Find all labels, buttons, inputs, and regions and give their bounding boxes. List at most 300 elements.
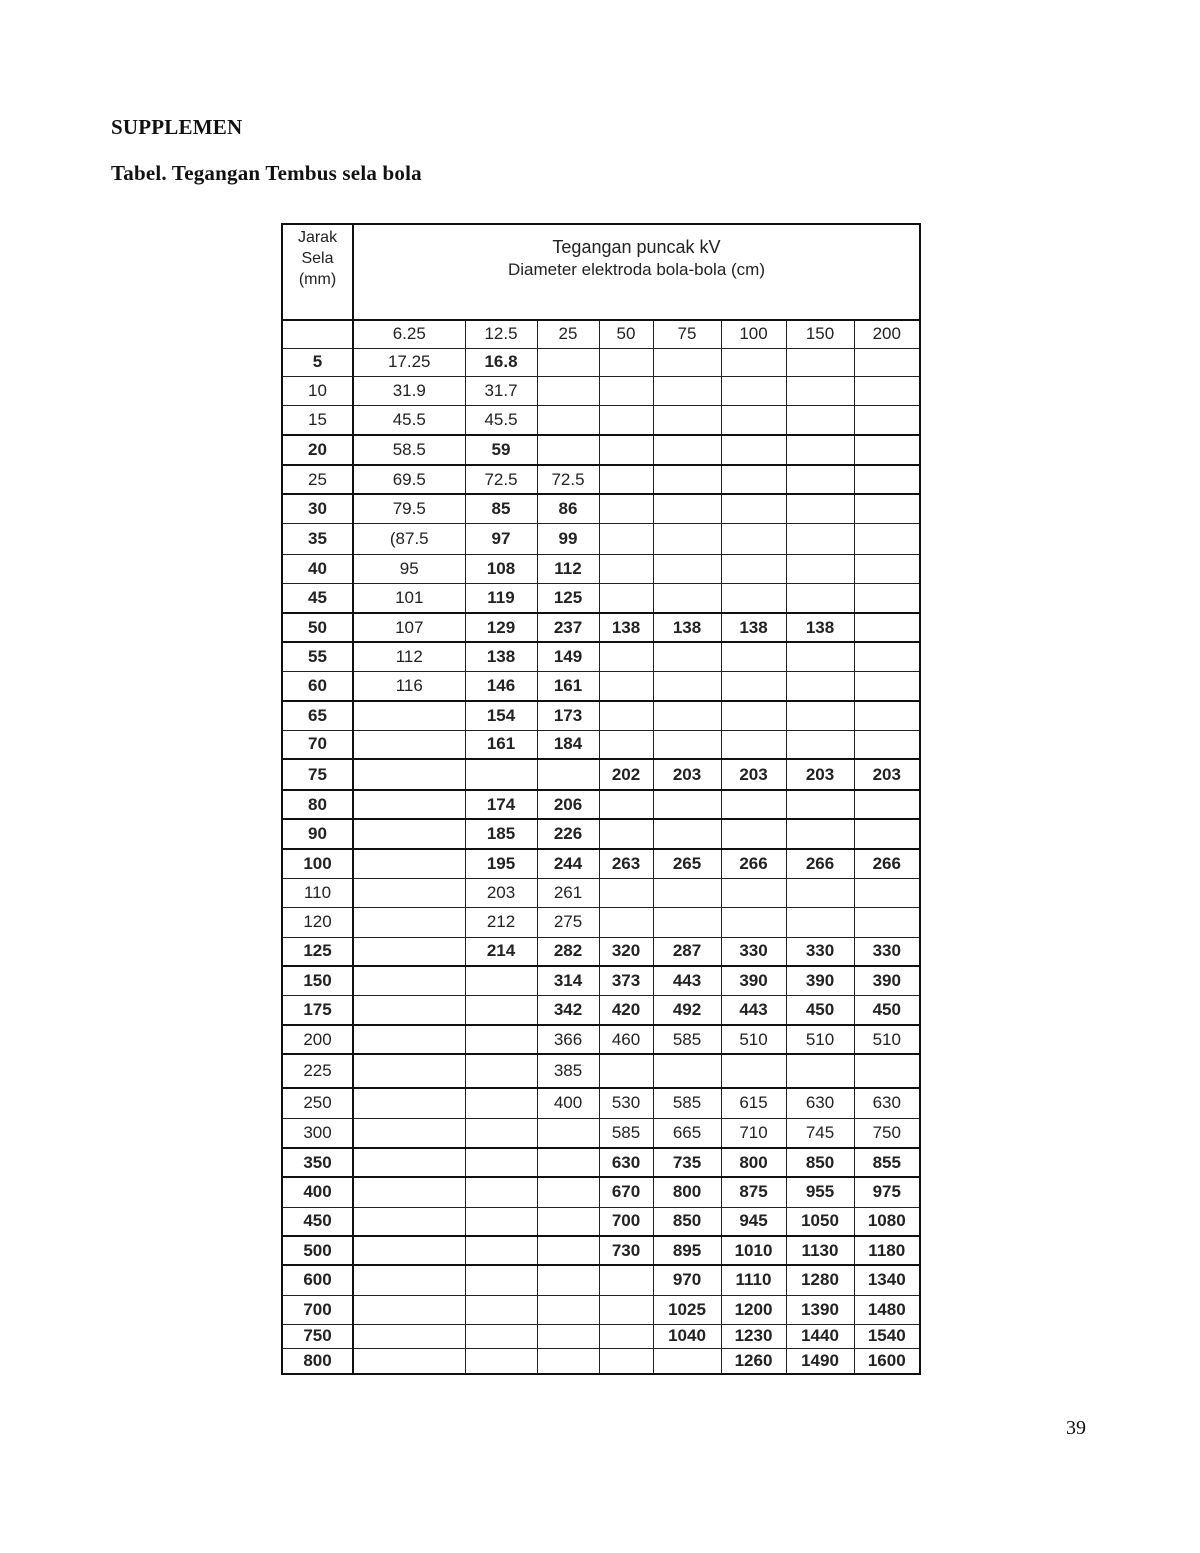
voltage-value-cell (653, 523, 721, 554)
voltage-value-cell: 1440 (786, 1324, 854, 1348)
voltage-value-cell: 665 (653, 1118, 721, 1148)
gap-distance-cell: 400 (282, 1177, 353, 1207)
voltage-value-cell (653, 701, 721, 730)
voltage-value-cell: 585 (653, 1088, 721, 1118)
table-row (282, 523, 920, 554)
voltage-value-cell (653, 554, 721, 583)
voltage-value-cell: 287 (653, 937, 721, 966)
voltage-value-cell (465, 1118, 537, 1148)
voltage-value-cell: 101 (353, 583, 465, 613)
voltage-value-cell (854, 435, 920, 465)
voltage-value-cell (721, 465, 786, 494)
voltage-value-cell: 955 (786, 1177, 854, 1207)
gap-distance-cell: 125 (282, 937, 353, 966)
voltage-value-cell (786, 583, 854, 613)
gap-distance-cell: 60 (282, 671, 353, 701)
voltage-value-cell: 800 (721, 1148, 786, 1177)
gap-distance-cell: 20 (282, 435, 353, 465)
gap-distance-cell: 750 (282, 1324, 353, 1348)
voltage-value-cell (854, 1054, 920, 1088)
voltage-value-cell (653, 642, 721, 671)
gap-distance-cell: 15 (282, 405, 353, 435)
voltage-value-cell: 138 (653, 613, 721, 642)
voltage-value-cell (786, 671, 854, 701)
voltage-value-cell (854, 583, 920, 613)
voltage-value-cell: 342 (537, 995, 599, 1025)
gap-distance-cell: 70 (282, 730, 353, 759)
document-heading: SUPPLEMEN (111, 115, 243, 139)
voltage-value-cell (721, 701, 786, 730)
voltage-value-cell: 112 (537, 554, 599, 583)
diameter-header-row (282, 320, 920, 348)
voltage-value-cell: 1130 (786, 1236, 854, 1265)
voltage-value-cell (599, 405, 653, 435)
gap-distance-cell: 300 (282, 1118, 353, 1148)
table-row (282, 494, 920, 523)
voltage-value-cell: 385 (537, 1054, 599, 1088)
voltage-value-cell (786, 348, 854, 376)
voltage-value-cell: 203 (854, 759, 920, 790)
voltage-value-cell: 79.5 (353, 494, 465, 523)
table-row (282, 849, 920, 878)
voltage-value-cell (599, 465, 653, 494)
voltage-value-cell: 86 (537, 494, 599, 523)
voltage-value-cell (786, 376, 854, 405)
voltage-value-cell: 1540 (854, 1324, 920, 1348)
voltage-value-cell (786, 435, 854, 465)
voltage-value-cell: 443 (653, 966, 721, 995)
voltage-value-cell: 226 (537, 819, 599, 849)
diameter-header-cell: 200 (854, 320, 920, 348)
voltage-value-cell (537, 1324, 599, 1348)
voltage-value-cell: 320 (599, 937, 653, 966)
voltage-value-cell (599, 523, 653, 554)
voltage-value-cell: 510 (786, 1025, 854, 1054)
voltage-value-cell: 450 (854, 995, 920, 1025)
voltage-value-cell (537, 435, 599, 465)
gap-distance-cell: 250 (282, 1088, 353, 1118)
gap-distance-cell: 175 (282, 995, 353, 1025)
voltage-value-cell (465, 1177, 537, 1207)
table-row (282, 995, 920, 1025)
table-row (282, 583, 920, 613)
voltage-value-cell (786, 790, 854, 819)
gap-distance-cell: 120 (282, 907, 353, 937)
voltage-value-cell (786, 878, 854, 907)
voltage-value-cell: 1180 (854, 1236, 920, 1265)
voltage-value-cell: 1200 (721, 1295, 786, 1324)
voltage-value-cell (537, 1295, 599, 1324)
voltage-value-cell (786, 554, 854, 583)
voltage-value-cell: 1280 (786, 1265, 854, 1295)
voltage-value-cell (854, 701, 920, 730)
voltage-value-cell: 146 (465, 671, 537, 701)
gap-header-line: (mm) (298, 271, 337, 288)
voltage-value-cell (786, 494, 854, 523)
voltage-value-cell: 161 (537, 671, 599, 701)
voltage-value-cell: 203 (653, 759, 721, 790)
voltage-value-cell (599, 1324, 653, 1348)
table-row (282, 671, 920, 701)
voltage-value-cell: 1600 (854, 1348, 920, 1374)
gap-header-line: Sela (301, 250, 334, 267)
voltage-value-cell (721, 907, 786, 937)
gap-header-line: Jarak (297, 229, 338, 246)
voltage-value-cell (653, 435, 721, 465)
voltage-value-cell (537, 1265, 599, 1295)
voltage-value-cell (653, 494, 721, 523)
voltage-value-cell: 202 (599, 759, 653, 790)
voltage-value-cell: 510 (721, 1025, 786, 1054)
gap-distance-cell: 200 (282, 1025, 353, 1054)
voltage-value-cell (537, 1236, 599, 1265)
diameter-header-cell: 150 (786, 320, 854, 348)
diameter-header-cell: 12.5 (465, 320, 537, 348)
voltage-value-cell: 31.7 (465, 376, 537, 405)
voltage-value-cell (854, 613, 920, 642)
gap-distance-cell: 225 (282, 1054, 353, 1088)
gap-distance-cell: 25 (282, 465, 353, 494)
gap-distance-cell: 35 (282, 523, 353, 554)
voltage-value-cell (721, 642, 786, 671)
gap-distance-cell: 800 (282, 1348, 353, 1374)
voltage-value-cell (353, 1236, 465, 1265)
voltage-value-cell (353, 937, 465, 966)
voltage-value-cell (854, 348, 920, 376)
gap-distance-cell: 75 (282, 759, 353, 790)
voltage-value-cell: 214 (465, 937, 537, 966)
table-row (282, 1348, 920, 1374)
voltage-value-cell (353, 1207, 465, 1236)
table-row (282, 1148, 920, 1177)
voltage-value-cell (721, 790, 786, 819)
table-row (282, 1207, 920, 1236)
voltage-value-cell: 138 (599, 613, 653, 642)
voltage-value-cell: 975 (854, 1177, 920, 1207)
voltage-value-cell: 630 (599, 1148, 653, 1177)
voltage-value-cell (653, 583, 721, 613)
voltage-value-cell (653, 730, 721, 759)
voltage-value-cell: 184 (537, 730, 599, 759)
voltage-value-cell (537, 1177, 599, 1207)
voltage-value-cell (353, 1295, 465, 1324)
table-row (282, 1054, 920, 1088)
voltage-value-cell (721, 554, 786, 583)
voltage-value-cell (599, 701, 653, 730)
voltage-value-cell (353, 730, 465, 759)
voltage-value-cell: 710 (721, 1118, 786, 1148)
gap-distance-cell: 500 (282, 1236, 353, 1265)
voltage-value-cell (537, 1148, 599, 1177)
voltage-value-cell: 585 (653, 1025, 721, 1054)
voltage-value-cell: 154 (465, 701, 537, 730)
voltage-value-cell (353, 966, 465, 995)
voltage-value-cell (786, 907, 854, 937)
voltage-value-cell (599, 435, 653, 465)
gap-distance-cell: 50 (282, 613, 353, 642)
table-row (282, 1265, 920, 1295)
table-row (282, 759, 920, 790)
voltage-value-cell (353, 701, 465, 730)
voltage-value-cell: 129 (465, 613, 537, 642)
voltage-value-cell: 450 (786, 995, 854, 1025)
table-row (282, 790, 920, 819)
voltage-value-cell (537, 759, 599, 790)
gap-distance-cell: 100 (282, 849, 353, 878)
voltage-value-cell (653, 348, 721, 376)
voltage-value-cell (465, 1295, 537, 1324)
voltage-value-cell: (87.5 (353, 523, 465, 554)
voltage-value-cell: 1390 (786, 1295, 854, 1324)
voltage-value-cell (653, 819, 721, 849)
voltage-value-cell: 492 (653, 995, 721, 1025)
gap-header-cell (282, 224, 353, 320)
table-row (282, 554, 920, 583)
voltage-value-cell (854, 878, 920, 907)
voltage-value-cell: 510 (854, 1025, 920, 1054)
voltage-value-cell: 212 (465, 907, 537, 937)
table-row (282, 405, 920, 435)
voltage-value-cell (353, 849, 465, 878)
voltage-value-cell: 266 (786, 849, 854, 878)
diameter-header-cell: 50 (599, 320, 653, 348)
diameter-header-cell: 25 (537, 320, 599, 348)
voltage-value-cell: 615 (721, 1088, 786, 1118)
voltage-value-cell: 850 (786, 1148, 854, 1177)
voltage-value-cell: 1080 (854, 1207, 920, 1236)
voltage-value-cell (599, 878, 653, 907)
voltage-value-cell (465, 1324, 537, 1348)
voltage-value-cell: 585 (599, 1118, 653, 1148)
voltage-value-cell (537, 348, 599, 376)
voltage-value-cell (653, 405, 721, 435)
table-row (282, 907, 920, 937)
voltage-value-cell (353, 1148, 465, 1177)
voltage-value-cell: 116 (353, 671, 465, 701)
voltage-value-cell: 1230 (721, 1324, 786, 1348)
voltage-value-cell (599, 671, 653, 701)
voltage-value-cell: 1040 (653, 1324, 721, 1348)
voltage-value-cell: 460 (599, 1025, 653, 1054)
voltage-value-cell: 138 (465, 642, 537, 671)
voltage-value-cell (653, 907, 721, 937)
voltage-value-cell: 282 (537, 937, 599, 966)
voltage-value-cell: 95 (353, 554, 465, 583)
breakdown-voltage-table (281, 223, 921, 1375)
voltage-value-cell (599, 819, 653, 849)
voltage-value-cell (465, 759, 537, 790)
table-row (282, 1295, 920, 1324)
voltage-header-title: Tegangan puncak kV (552, 237, 721, 257)
voltage-value-cell: 161 (465, 730, 537, 759)
voltage-value-cell: 1110 (721, 1265, 786, 1295)
voltage-value-cell (353, 1348, 465, 1374)
gap-distance-cell: 110 (282, 878, 353, 907)
voltage-value-cell: 16.8 (465, 348, 537, 376)
empty-corner-cell (282, 320, 353, 348)
voltage-value-cell (353, 1025, 465, 1054)
voltage-value-cell: 1480 (854, 1295, 920, 1324)
voltage-value-cell: 72.5 (537, 465, 599, 494)
voltage-value-cell: 237 (537, 613, 599, 642)
voltage-value-cell (599, 583, 653, 613)
voltage-value-cell (653, 790, 721, 819)
voltage-value-cell: 855 (854, 1148, 920, 1177)
voltage-value-cell (465, 966, 537, 995)
voltage-value-cell (465, 1025, 537, 1054)
table-row (282, 376, 920, 405)
voltage-value-cell: 420 (599, 995, 653, 1025)
voltage-value-cell: 58.5 (353, 435, 465, 465)
voltage-value-cell: 265 (653, 849, 721, 878)
voltage-value-cell: 266 (854, 849, 920, 878)
voltage-value-cell (854, 671, 920, 701)
gap-distance-cell: 45 (282, 583, 353, 613)
voltage-value-cell (537, 1207, 599, 1236)
voltage-value-cell: 800 (653, 1177, 721, 1207)
table-row (282, 613, 920, 642)
voltage-value-cell (721, 819, 786, 849)
table-row (282, 1236, 920, 1265)
table-row (282, 819, 920, 849)
voltage-value-cell: 45.5 (353, 405, 465, 435)
gap-distance-cell: 600 (282, 1265, 353, 1295)
voltage-value-cell (786, 730, 854, 759)
voltage-value-cell (353, 878, 465, 907)
voltage-value-cell (599, 1295, 653, 1324)
voltage-value-cell (599, 1265, 653, 1295)
voltage-value-cell (721, 348, 786, 376)
voltage-value-cell (854, 554, 920, 583)
voltage-value-cell (786, 642, 854, 671)
voltage-value-cell (854, 405, 920, 435)
voltage-value-cell: 203 (786, 759, 854, 790)
gap-distance-cell: 30 (282, 494, 353, 523)
table-row (282, 878, 920, 907)
gap-distance-cell: 90 (282, 819, 353, 849)
voltage-value-cell: 630 (854, 1088, 920, 1118)
voltage-value-cell: 895 (653, 1236, 721, 1265)
voltage-value-cell (854, 494, 920, 523)
voltage-value-cell: 1260 (721, 1348, 786, 1374)
voltage-value-cell (465, 1088, 537, 1118)
voltage-value-cell: 366 (537, 1025, 599, 1054)
voltage-value-cell (854, 907, 920, 937)
table-row (282, 1177, 920, 1207)
voltage-header-subtitle: Diameter elektroda bola-bola (cm) (508, 260, 765, 279)
voltage-value-cell (721, 671, 786, 701)
voltage-value-cell: 670 (599, 1177, 653, 1207)
voltage-value-cell (599, 494, 653, 523)
voltage-value-cell (353, 790, 465, 819)
gap-distance-cell: 80 (282, 790, 353, 819)
voltage-value-cell: 400 (537, 1088, 599, 1118)
voltage-value-cell (854, 730, 920, 759)
voltage-value-cell (465, 995, 537, 1025)
voltage-value-cell (353, 819, 465, 849)
voltage-value-cell: 206 (537, 790, 599, 819)
voltage-value-cell (721, 435, 786, 465)
voltage-value-cell (599, 348, 653, 376)
voltage-value-cell (786, 701, 854, 730)
voltage-value-cell (854, 523, 920, 554)
voltage-value-cell: 314 (537, 966, 599, 995)
voltage-value-cell: 244 (537, 849, 599, 878)
table-row (282, 465, 920, 494)
table-row (282, 966, 920, 995)
voltage-value-cell (599, 730, 653, 759)
voltage-value-cell (721, 878, 786, 907)
voltage-value-cell: 750 (854, 1118, 920, 1148)
voltage-value-cell: 138 (786, 613, 854, 642)
voltage-value-cell (721, 730, 786, 759)
voltage-value-cell (721, 376, 786, 405)
gap-distance-cell: 55 (282, 642, 353, 671)
voltage-value-cell: 390 (854, 966, 920, 995)
voltage-value-cell: 185 (465, 819, 537, 849)
voltage-value-cell: 735 (653, 1148, 721, 1177)
table-header-row (282, 224, 920, 320)
voltage-value-cell (653, 671, 721, 701)
voltage-value-cell (353, 1177, 465, 1207)
voltage-value-cell: 99 (537, 523, 599, 554)
voltage-header-cell (353, 224, 920, 320)
gap-distance-cell: 10 (282, 376, 353, 405)
table-row (282, 642, 920, 671)
voltage-value-cell: 138 (721, 613, 786, 642)
voltage-value-cell: 700 (599, 1207, 653, 1236)
voltage-value-cell (721, 583, 786, 613)
voltage-value-cell: 330 (854, 937, 920, 966)
diameter-header-cell: 6.25 (353, 320, 465, 348)
voltage-value-cell: 174 (465, 790, 537, 819)
table-row (282, 1025, 920, 1054)
voltage-value-cell (854, 790, 920, 819)
voltage-value-cell (465, 1348, 537, 1374)
voltage-value-cell: 1025 (653, 1295, 721, 1324)
table-row (282, 1088, 920, 1118)
voltage-value-cell: 85 (465, 494, 537, 523)
table-row (282, 701, 920, 730)
gap-distance-cell: 65 (282, 701, 353, 730)
voltage-value-cell (537, 1348, 599, 1374)
voltage-value-cell (854, 642, 920, 671)
voltage-value-cell: 945 (721, 1207, 786, 1236)
voltage-value-cell: 875 (721, 1177, 786, 1207)
voltage-value-cell: 1050 (786, 1207, 854, 1236)
voltage-value-cell: 45.5 (465, 405, 537, 435)
table-row (282, 435, 920, 465)
gap-distance-cell: 40 (282, 554, 353, 583)
voltage-value-cell (599, 1348, 653, 1374)
voltage-value-cell: 373 (599, 966, 653, 995)
voltage-value-cell (353, 1324, 465, 1348)
table-row (282, 348, 920, 376)
voltage-value-cell: 266 (721, 849, 786, 878)
voltage-value-cell: 330 (721, 937, 786, 966)
voltage-value-cell (653, 1054, 721, 1088)
table-title: Tabel. Tegangan Tembus sela bola (111, 161, 422, 185)
voltage-value-cell (353, 759, 465, 790)
voltage-value-cell (599, 1054, 653, 1088)
voltage-value-cell (721, 405, 786, 435)
gap-distance-cell: 450 (282, 1207, 353, 1236)
voltage-value-cell: 730 (599, 1236, 653, 1265)
voltage-value-cell: 108 (465, 554, 537, 583)
voltage-value-cell (465, 1148, 537, 1177)
table-row (282, 1324, 920, 1348)
voltage-value-cell (353, 1088, 465, 1118)
